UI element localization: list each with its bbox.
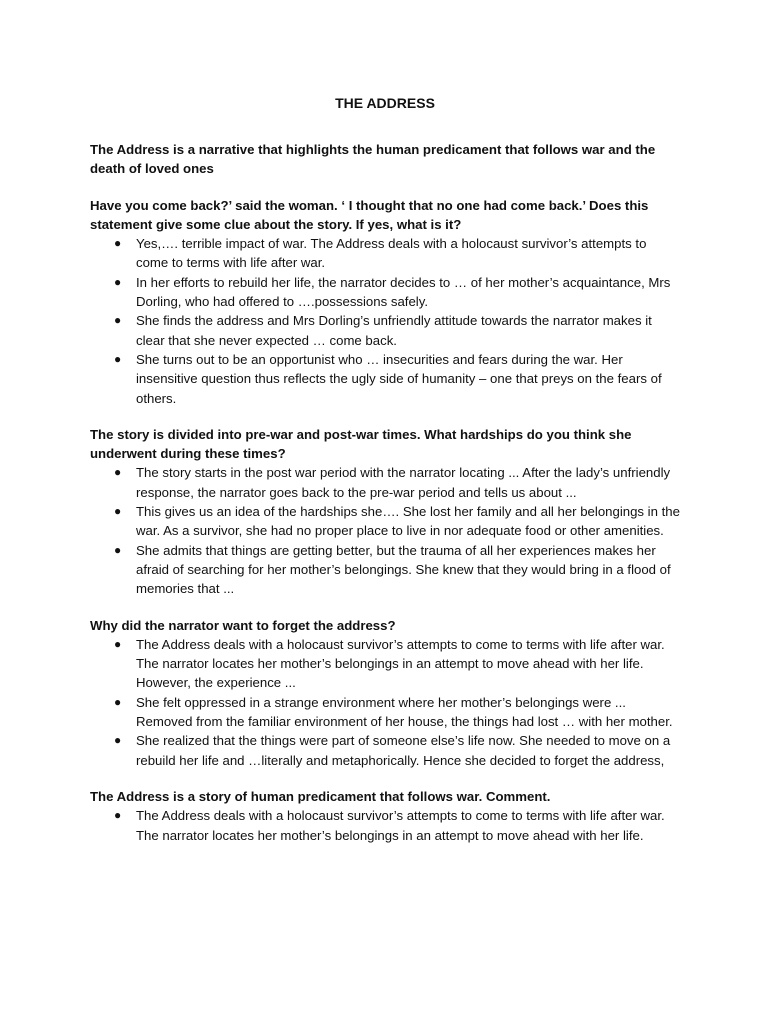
bullet-item <box>114 806 680 845</box>
section-2 <box>90 425 680 599</box>
bullet-icon: ● <box>114 636 122 651</box>
bullet-text: The Address deals with a holocaust survivor’s attempts to come to terms with life after war. The narrator locates her mother’s belongings in an attempt to move ahead with her life. However, the experience ... <box>136 636 665 691</box>
bullet-item <box>114 273 680 312</box>
bullet-item <box>114 731 680 770</box>
bullet-item <box>114 541 680 599</box>
bullet-item <box>114 234 680 273</box>
bullet-icon: ● <box>114 274 122 289</box>
section-1 <box>90 196 680 408</box>
bullet-list <box>90 635 680 770</box>
bullet-item <box>114 350 680 408</box>
section-question: Have you come back?’ said the woman. ‘ I thought that no one had come back.’ Does this statement give some clue about the story. If yes, what is it? <box>90 197 649 232</box>
bullet-text: Yes,…. terrible impact of war. The Address deals with a holocaust survivor’s attempts to come to terms with life after war. <box>136 236 647 271</box>
bullet-text: She realized that the things were part of someone else’s life now. She needed to move on a rebuild her life and …literally and metaphorically. Hence she decided to forget the address, <box>136 733 671 768</box>
bullet-text: This gives us an idea of the hardships she…. She lost her family and all her belongings in the war. As a survivor, she had no proper place to live in nor adequate food or other amenities. <box>136 504 680 539</box>
bullet-text: The story starts in the post war period with the narrator locating ... After the lady’s unfriendly response, the narrator goes back to the pre-war period and tells us about ... <box>136 465 671 500</box>
section-question: Why did the narrator want to forget the address? <box>90 617 396 633</box>
intro-statement: The Address is a narrative that highlights the human predicament that follows war and the death of loved ones <box>90 142 656 177</box>
bullet-icon: ● <box>114 808 122 823</box>
bullet-list <box>90 806 680 845</box>
bullet-icon: ● <box>114 351 122 366</box>
bullet-text: She turns out to be an opportunist who … insecurities and fears during the war. Her insensitive question thus reflects the ugly side of humanity – one that preys on the fears of others. <box>136 351 662 406</box>
bullet-icon: ● <box>114 236 122 251</box>
bullet-icon: ● <box>114 694 122 709</box>
bullet-text: The Address deals with a holocaust survivor’s attempts to come to terms with life after war. The narrator locates her mother’s belongings in an attempt to move ahead with her life. <box>136 808 665 843</box>
bullet-icon: ● <box>114 542 122 557</box>
bullet-item <box>114 693 680 732</box>
section-3 <box>90 616 680 770</box>
bullet-text: She admits that things are getting better, but the trauma of all her experiences makes her afraid of searching for her mother’s belongings. She knew that they would bring in a flood of memories that ... <box>136 542 671 597</box>
section-question: The Address is a story of human predicament that follows war. Comment. <box>90 788 551 804</box>
bullet-text: She finds the address and Mrs Dorling’s unfriendly attitude towards the narrator makes it clear that she never expected … come back. <box>136 313 652 348</box>
bullet-icon: ● <box>114 313 122 328</box>
bullet-text: In her efforts to rebuild her life, the narrator decides to … of her mother’s acquaintance, Mrs Dorling, who had offered to ….possessions safely. <box>136 274 671 310</box>
bullet-icon: ● <box>114 465 122 480</box>
bullet-text: She felt oppressed in a strange environment where her mother’s belongings were ... Removed from the familiar environment of her house, the things had lost … with her mother. <box>136 694 673 730</box>
section-question: The story is divided into pre-war and post-war times. What hardships do you think she underwent during these times? <box>90 426 632 462</box>
document-title: THE ADDRESS <box>335 95 435 111</box>
bullet-item <box>114 311 680 350</box>
bullet-list <box>90 234 680 408</box>
section-4 <box>90 787 680 845</box>
bullet-icon: ● <box>114 504 122 519</box>
bullet-icon: ● <box>114 733 122 748</box>
bullet-item <box>114 635 680 693</box>
bullet-item <box>114 463 680 502</box>
bullet-item <box>114 502 680 541</box>
bullet-list <box>90 463 680 598</box>
